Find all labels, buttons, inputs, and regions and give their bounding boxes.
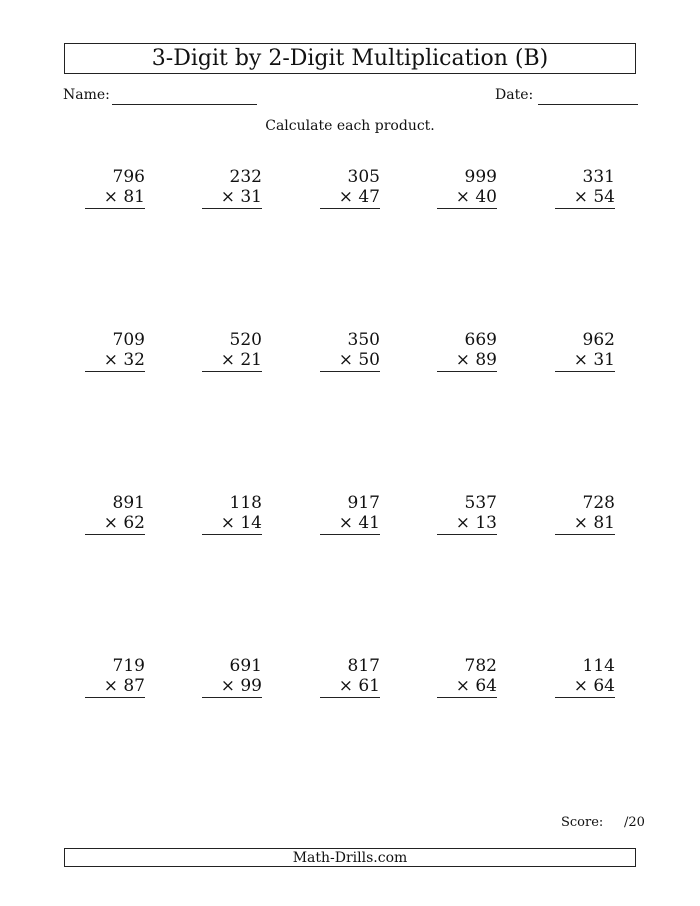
problem-multiplier: × 21 [202, 350, 262, 372]
problem-multiplicand: 691 [229, 656, 262, 676]
problem-item [555, 330, 615, 372]
problem-multiplier: × 99 [202, 676, 262, 698]
problem-multiplicand: 331 [582, 167, 615, 187]
problem-item [85, 167, 145, 209]
problem-multiplicand: 669 [464, 330, 497, 350]
problem-item [437, 656, 497, 698]
name-label: Name: [63, 87, 110, 103]
problem-multiplier: × 47 [320, 187, 380, 209]
problem-multiplicand: 118 [229, 493, 262, 513]
problem-item [202, 656, 262, 698]
problem-item [437, 330, 497, 372]
problem-multiplicand: 999 [464, 167, 497, 187]
problem-multiplier: × 81 [555, 513, 615, 535]
problem-multiplier: × 13 [437, 513, 497, 535]
problem-multiplier: × 41 [320, 513, 380, 535]
problem-multiplicand: 962 [582, 330, 615, 350]
problem-multiplicand: 782 [464, 656, 497, 676]
problem-item [320, 167, 380, 209]
worksheet-title-text: 3-Digit by 2-Digit Multiplication (B) [151, 45, 549, 71]
footer [64, 848, 636, 867]
problem-item [202, 493, 262, 535]
problem-item [555, 167, 615, 209]
problem-item [85, 493, 145, 535]
problem-item [555, 493, 615, 535]
problem-multiplier: × 14 [202, 513, 262, 535]
problem-item [320, 656, 380, 698]
score-total: /20 [623, 815, 645, 830]
problem-multiplier: × 31 [202, 187, 262, 209]
problem-item [320, 493, 380, 535]
problem-multiplicand: 305 [347, 167, 380, 187]
problem-multiplier: × 54 [555, 187, 615, 209]
problem-item [85, 656, 145, 698]
problem-multiplier: × 62 [85, 513, 145, 535]
problem-item [85, 330, 145, 372]
problem-multiplier: × 87 [85, 676, 145, 698]
problem-multiplicand: 114 [582, 656, 615, 676]
problem-multiplicand: 709 [112, 330, 145, 350]
problem-multiplicand: 537 [464, 493, 497, 513]
problem-multiplier: × 64 [437, 676, 497, 698]
problem-multiplicand: 796 [112, 167, 145, 187]
problem-multiplier: × 50 [320, 350, 380, 372]
problem-multiplicand: 520 [229, 330, 262, 350]
problem-multiplier: × 32 [85, 350, 145, 372]
problem-multiplier: × 61 [320, 676, 380, 698]
problem-item [202, 330, 262, 372]
problem-multiplicand: 891 [112, 493, 145, 513]
date-label: Date: [495, 87, 534, 103]
problem-multiplicand: 728 [582, 493, 615, 513]
score-area [561, 815, 645, 830]
score-label: Score: [561, 815, 604, 830]
problem-item [202, 167, 262, 209]
problem-multiplicand: 817 [347, 656, 380, 676]
problem-item [320, 330, 380, 372]
problem-item [437, 493, 497, 535]
problem-item [437, 167, 497, 209]
problem-multiplicand: 917 [347, 493, 380, 513]
problem-multiplier: × 64 [555, 676, 615, 698]
instructions: Calculate each product. [265, 118, 435, 134]
problem-multiplier: × 81 [85, 187, 145, 209]
problem-multiplier: × 31 [555, 350, 615, 372]
problem-multiplicand: 350 [347, 330, 380, 350]
problem-multiplicand: 719 [112, 656, 145, 676]
footer-text: Math-Drills.com [292, 849, 408, 866]
problem-multiplier: × 40 [437, 187, 497, 209]
problem-item [555, 656, 615, 698]
problem-multiplier: × 89 [437, 350, 497, 372]
problem-multiplicand: 232 [229, 167, 262, 187]
